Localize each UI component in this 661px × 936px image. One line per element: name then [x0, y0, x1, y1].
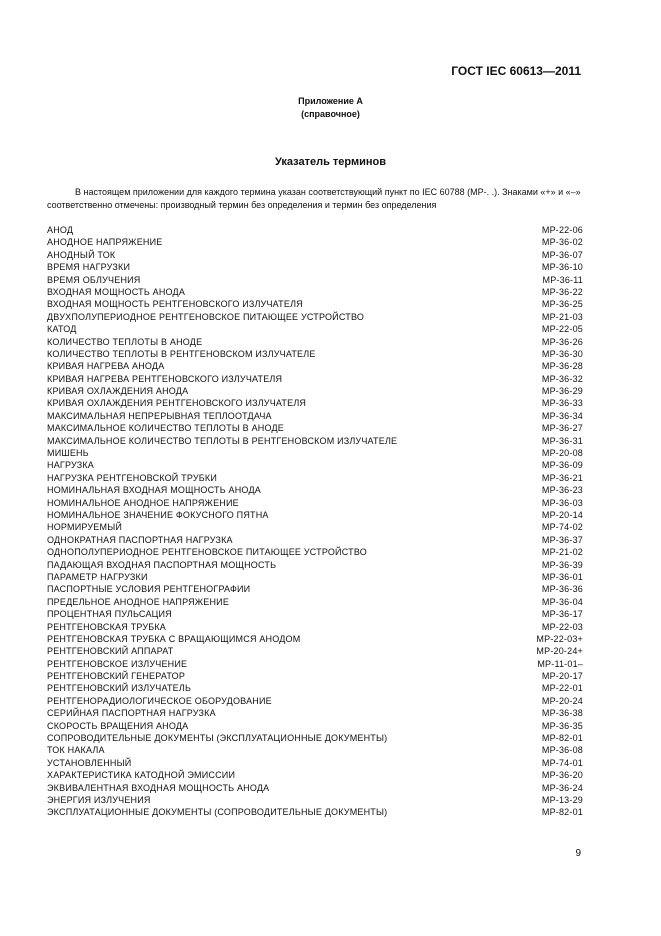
term-code: МР-36-25 [541, 299, 583, 310]
term-row [47, 559, 583, 571]
term-row [47, 707, 583, 719]
term-name: КРИВАЯ НАГРЕВА АНОДА [47, 361, 165, 372]
term-name: АНОДНЫЙ ТОК [47, 249, 116, 260]
term-code: МР-36-37 [541, 534, 583, 545]
term-code: МР-36-31 [541, 435, 583, 446]
term-code: МР-82-01 [541, 733, 583, 744]
term-name: НОРМИРУЕМЫЙ [47, 522, 123, 533]
term-name: КРИВАЯ ОХЛАЖДЕНИЯ АНОДА [47, 386, 189, 397]
term-row [47, 249, 583, 261]
term-code: МР-20-17 [541, 671, 583, 682]
term-code: МР-22-06 [541, 225, 583, 235]
term-row [47, 336, 583, 348]
term-row [47, 633, 583, 645]
term-row [47, 397, 583, 409]
term-name: ТОК НАКАЛА [47, 745, 105, 756]
term-name: РЕНТГЕНОВСКАЯ ТРУБКА С ВРАЩАЮЩИМСЯ АНОДОМ [47, 633, 301, 644]
term-name: ОДНОПОЛУПЕРИОДНОЕ РЕНТГЕНОВСКОЕ ПИТАЮЩЕЕ УСТРОЙСТВО [47, 547, 367, 558]
page-number: 9 [575, 848, 581, 859]
term-code: МР-36-17 [541, 609, 583, 620]
term-row [47, 459, 583, 471]
term-row [47, 744, 583, 756]
term-code: МР-22-01 [541, 683, 583, 694]
term-row [47, 311, 583, 323]
term-code: МР-36-32 [541, 373, 583, 384]
term-code: МР-22-05 [541, 324, 583, 335]
term-row [47, 682, 583, 694]
term-code: МР-74-02 [541, 522, 583, 533]
term-name: КРИВАЯ НАГРЕВА РЕНТГЕНОВСКОГО ИЗЛУЧАТЕЛЯ [47, 373, 283, 384]
term-code: МР-36-38 [541, 708, 583, 719]
term-code: МР-20-14 [541, 509, 583, 520]
term-row [47, 323, 583, 335]
term-code: МР-36-36 [541, 584, 583, 595]
term-row [47, 670, 583, 682]
term-row [47, 497, 583, 509]
term-row [47, 422, 583, 434]
term-code: МР-36-04 [541, 596, 583, 607]
term-name: МАКСИМАЛЬНОЕ КОЛИЧЕСТВО ТЕПЛОТЫ В РЕНТГЕНОВСКОМ ИЗЛУЧАТЕЛЕ [47, 435, 398, 446]
term-name: КАТОД [47, 324, 77, 335]
terms-index-list [47, 224, 583, 819]
term-name: НАГРУЗКА РЕНТГЕНОВСКОЙ ТРУБКИ [47, 472, 218, 483]
term-row [47, 509, 583, 521]
term-code: МР-21-03 [541, 311, 583, 322]
term-row [47, 261, 583, 273]
term-code: МР-36-28 [541, 361, 583, 372]
term-row [47, 534, 583, 546]
term-code: МР-36-03 [541, 497, 583, 508]
term-name: РЕНТГЕНОРАДИОЛОГИЧЕСКОЕ ОБОРУДОВАНИЕ [47, 695, 272, 706]
appendix-type: (справочное) [301, 109, 360, 119]
term-row [47, 571, 583, 583]
term-name: РЕНТГЕНОВСКИЙ ИЗЛУЧАТЕЛЬ [47, 683, 192, 694]
term-name: НОМИНАЛЬНОЕ ЗНАЧЕНИЕ ФОКУСНОГО ПЯТНА [47, 509, 269, 520]
term-name: РЕНТГЕНОВСКИЙ АППАРАТ [47, 646, 174, 657]
term-name: ВРЕМЯ НАГРУЗКИ [47, 262, 131, 273]
term-row [47, 732, 583, 744]
term-name: НОМИНАЛЬНОЕ АНОДНОЕ НАПРЯЖЕНИЕ [47, 497, 239, 508]
term-name: ПАРАМЕТР НАГРУЗКИ [47, 571, 148, 582]
term-row [47, 236, 583, 248]
term-row [47, 447, 583, 459]
term-name: ХАРАКТЕРИСТИКА КАТОДНОЙ ЭМИССИИ [47, 770, 236, 781]
term-name: МАКСИМАЛЬНОЕ КОЛИЧЕСТВО ТЕПЛОТЫ В АНОДЕ [47, 423, 284, 434]
term-row [47, 794, 583, 806]
term-name: ВХОДНАЯ МОЩНОСТЬ РЕНТГЕНОВСКОГО ИЗЛУЧАТЕЛЯ [47, 299, 303, 310]
term-name: СКОРОСТЬ ВРАЩЕНИЯ АНОДА [47, 720, 189, 731]
term-code: МР-36-07 [541, 249, 583, 260]
term-code: МР-36-27 [541, 423, 583, 434]
term-row [47, 546, 583, 558]
appendix-heading [0, 95, 661, 121]
term-name: РЕНТГЕНОВСКОЕ ИЗЛУЧЕНИЕ [47, 658, 188, 669]
term-row [47, 484, 583, 496]
term-code: МР-36-24 [541, 782, 583, 793]
term-code: МР-36-29 [541, 386, 583, 397]
term-code: МР-21-02 [541, 547, 583, 558]
term-code: МР-11-01– [537, 658, 583, 669]
term-name: ЭНЕРГИЯ ИЗЛУЧЕНИЯ [47, 794, 151, 805]
term-code: МР-20-24 [541, 695, 583, 706]
term-code: МР-36-11 [542, 274, 583, 285]
term-code: МР-36-22 [541, 286, 583, 297]
term-code: МР-22-03+ [536, 633, 583, 644]
term-code: МР-13-29 [541, 794, 583, 805]
term-row [47, 348, 583, 360]
page-title: Указатель терминов [274, 156, 387, 168]
term-name: ЭКСПЛУАТАЦИОННЫЕ ДОКУМЕНТЫ (СОПРОВОДИТЕЛЬНЫЕ ДОКУМЕНТЫ) [47, 807, 388, 818]
term-name: ПРОЦЕНТНАЯ ПУЛЬСАЦИЯ [47, 609, 172, 620]
term-row [47, 435, 583, 447]
term-row [47, 720, 583, 732]
term-row [47, 286, 583, 298]
term-row [47, 806, 583, 818]
term-name: РЕНТГЕНОВСКАЯ ТРУБКА [47, 621, 167, 632]
term-row [47, 757, 583, 769]
term-row [47, 645, 583, 657]
term-name: ПАСПОРТНЫЕ УСЛОВИЯ РЕНТГЕНОГРАФИИ [47, 584, 251, 595]
term-row [47, 695, 583, 707]
term-code: МР-36-33 [541, 398, 583, 409]
term-code: МР-36-34 [541, 410, 583, 421]
term-row [47, 224, 583, 236]
term-code: МР-22-03 [541, 621, 583, 632]
term-code: МР-36-08 [541, 745, 583, 756]
term-name: МАКСИМАЛЬНАЯ НЕПРЕРЫВНАЯ ТЕПЛООТДАЧА [47, 410, 272, 421]
term-code: МР-36-20 [541, 770, 583, 781]
term-code: МР-36-30 [541, 348, 583, 359]
term-name: СЕРИЙНАЯ ПАСПОРТНАЯ НАГРУЗКА [47, 708, 216, 719]
term-row [47, 621, 583, 633]
term-name: КОЛИЧЕСТВО ТЕПЛОТЫ В АНОДЕ [47, 336, 203, 347]
term-code: МР-36-10 [541, 262, 583, 273]
term-row [47, 274, 583, 286]
term-row [47, 658, 583, 670]
term-name: СОПРОВОДИТЕЛЬНЫЕ ДОКУМЕНТЫ (ЭКСПЛУАТАЦИОННЫЕ ДОКУМЕНТЫ) [47, 733, 388, 744]
term-name: НОМИНАЛЬНАЯ ВХОДНАЯ МОЩНОСТЬ АНОДА [47, 485, 261, 496]
term-row [47, 373, 583, 385]
term-row [47, 583, 583, 595]
term-row [47, 782, 583, 794]
term-row [47, 472, 583, 484]
term-row [47, 596, 583, 608]
term-code: МР-36-21 [541, 472, 583, 483]
term-row [47, 360, 583, 372]
appendix-label: Приложение А [298, 96, 363, 106]
term-name: КОЛИЧЕСТВО ТЕПЛОТЫ В РЕНТГЕНОВСКОМ ИЗЛУЧАТЕЛЕ [47, 348, 316, 359]
term-name: УСТАНОВЛЕННЫЙ [47, 757, 132, 768]
term-code: МР-36-01 [541, 571, 583, 582]
term-row [47, 521, 583, 533]
term-name: ОДНОКРАТНАЯ ПАСПОРТНАЯ НАГРУЗКА [47, 534, 233, 545]
term-code: МР-74-01 [541, 757, 583, 768]
term-code: МР-20-24+ [536, 646, 583, 657]
term-name: РЕНТГЕНОВСКИЙ ГЕНЕРАТОР [47, 671, 186, 682]
term-code: МР-82-01 [541, 807, 583, 818]
term-name: КРИВАЯ ОХЛАЖДЕНИЯ РЕНТГЕНОВСКОГО ИЗЛУЧАТЕЛЯ [47, 398, 307, 409]
intro-text: В настоящем приложении для каждого термина указан соответствующий пункт по IEC 60788 (МР-. .). Знаками «+» и «–» соответственно отмечены: производный термин без определения и термин без определения [47, 187, 581, 210]
term-code: МР-36-35 [541, 720, 583, 731]
term-code: МР-36-39 [541, 559, 583, 570]
term-code: МР-36-09 [541, 460, 583, 471]
term-code: МР-36-26 [541, 336, 583, 347]
term-name: ВХОДНАЯ МОЩНОСТЬ АНОДА [47, 286, 186, 297]
term-name: ВРЕМЯ ОБЛУЧЕНИЯ [47, 274, 141, 285]
term-row [47, 608, 583, 620]
term-name: ПАДАЮЩАЯ ВХОДНАЯ ПАСПОРТНАЯ МОЩНОСТЬ [47, 559, 277, 570]
term-name: АНОДНОЕ НАПРЯЖЕНИЕ [47, 237, 163, 248]
term-name: АНОД [47, 225, 74, 235]
intro-paragraph [47, 186, 585, 211]
term-code: МР-36-23 [541, 485, 583, 496]
term-row [47, 769, 583, 781]
term-name: ЭКВИВАЛЕНТНАЯ ВХОДНАЯ МОЩНОСТЬ АНОДА [47, 782, 270, 793]
term-code: МР-20-08 [541, 448, 583, 459]
term-name: ПРЕДЕЛЬНОЕ АНОДНОЕ НАПРЯЖЕНИЕ [47, 596, 230, 607]
term-code: МР-36-02 [541, 237, 583, 248]
term-row [47, 385, 583, 397]
term-name: ДВУХПОЛУПЕРИОДНОЕ РЕНТГЕНОВСКОЕ ПИТАЮЩЕЕ УСТРОЙСТВО [47, 311, 365, 322]
term-name: НАГРУЗКА [47, 460, 94, 471]
term-name: МИШЕНЬ [47, 448, 89, 459]
term-row [47, 298, 583, 310]
document-header: ГОСТ IEC 60613—2011 [451, 64, 581, 78]
term-row [47, 410, 583, 422]
